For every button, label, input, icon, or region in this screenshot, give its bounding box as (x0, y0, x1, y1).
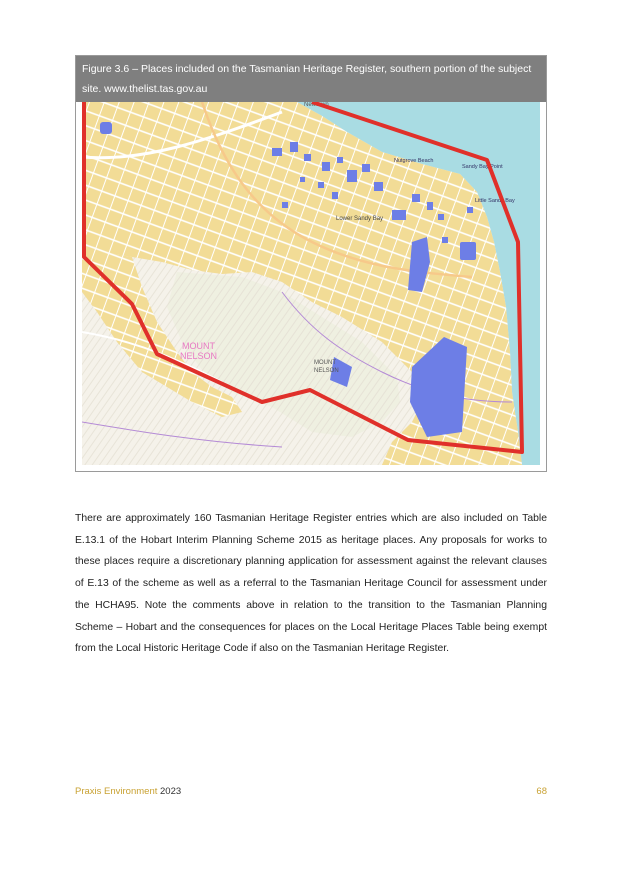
map-label-mount-nelson-b1: MOUNT (314, 360, 336, 366)
heritage-place (362, 164, 370, 172)
heritage-place (337, 157, 343, 163)
caption-line-1: Figure 3.6 – Places included on the Tasmanian Heritage Register, southern portion of the subject (82, 63, 532, 75)
footer-org (75, 786, 181, 797)
heritage-place (460, 242, 476, 260)
heritage-place (318, 182, 324, 188)
heritage-place (282, 202, 288, 208)
caption-line-2: site. www.thelist.tas.gov.au (82, 83, 208, 95)
heritage-place (290, 142, 298, 152)
figure-3-6 (75, 55, 547, 472)
heritage-place (427, 202, 433, 210)
heritage-place (272, 148, 282, 156)
page-number: 68 (536, 786, 547, 797)
map-svg (82, 102, 540, 465)
heritage-map (82, 102, 540, 465)
heritage-place (100, 122, 112, 134)
heritage-place (322, 162, 330, 171)
map-label-mount-nelson-a2: NELSON (180, 351, 218, 361)
map-label-mount-nelson-b2: NELSON (314, 368, 339, 374)
body-paragraph: There are approximately 160 Tasmanian Heritage Register entries which are also included on Table E.13.1 of the Hobart Interim Planning Scheme 2015 as heritage places. Any proposals for works to these places require a discretionary planning application for assessment against the relevant clauses of E.13 of the scheme as well as a referral to the Tasmanian Heritage Council for assessment under the HCHA95. Note the comments above in relation to the transition to the Tasmanian Planning Scheme – Hobart and the consequences for places on the Local Heritage Places Table being exempt from the Local Historic Heritage Code if also on the Tasmanian Heritage Register. (75, 513, 547, 655)
map-label-mount-nelson-a1: MOUNT (182, 341, 215, 351)
heritage-place (347, 170, 357, 182)
heritage-place (467, 207, 473, 213)
heritage-place (442, 237, 448, 243)
map-label-nutgrove-beach: Nutgrove Beach (394, 158, 434, 164)
heritage-place (304, 154, 311, 161)
heritage-place (438, 214, 444, 220)
heritage-place (332, 192, 338, 199)
heritage-place (374, 182, 383, 191)
figure-caption (76, 56, 546, 102)
heritage-place (392, 210, 406, 220)
map-label-newtown: Newtown (304, 102, 329, 108)
heritage-place (412, 194, 420, 202)
map-label-lower-sandy-bay: Lower Sandy Bay (336, 216, 384, 222)
map-label-sandy-bay-point: Sandy Bay Point (462, 164, 503, 170)
heritage-place (300, 177, 305, 182)
map-label-little-sandy-bay: Little Sandy Bay (475, 198, 515, 204)
footer-year: 2023 (160, 786, 182, 797)
footer-org-name: Praxis Environment (75, 786, 158, 797)
